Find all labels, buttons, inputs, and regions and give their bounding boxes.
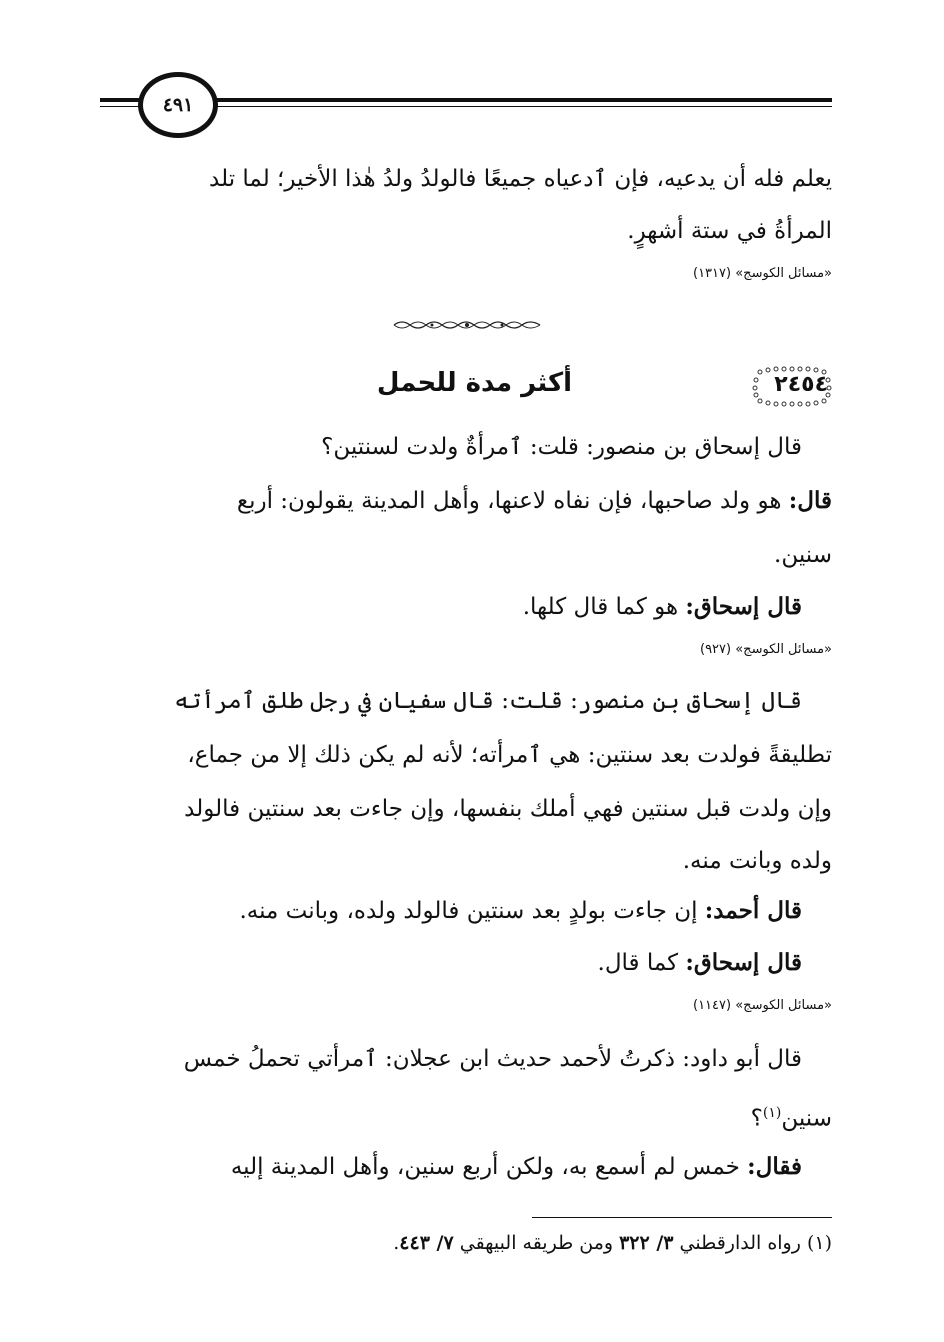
- speech-text: هو ولد صاحبها، فإن نفاه لاعنها، وأهل المدينة يقولون: أربع: [236, 488, 789, 514]
- paragraph-line: سنين.: [774, 542, 832, 568]
- paragraph-line: قال إسحاق بن منصور: قلت: قال سفيان في رجل طلق ٱمرأته: [174, 688, 802, 714]
- speaker-label: فقال:: [747, 1153, 802, 1180]
- speech-text: إن جاءت بولدٍ بعد سنتين فالولد ولده، وبانت منه.: [239, 898, 705, 924]
- paragraph-line: [100, 1086, 832, 1146]
- footnote-text: ومن طريقه البيهقي: [453, 1232, 620, 1254]
- line-text: سنين: [781, 1105, 832, 1132]
- paragraph-line: وإن ولدت قبل سنتين فهي أملك بنفسها، وإن جاءت بعد سنتين فالولد: [184, 796, 832, 822]
- page-number: ٤٩١: [162, 94, 194, 116]
- speaker-label: قال إسحاق:: [685, 949, 802, 976]
- paragraph-line: المرأةُ في ستة أشهرٍ.: [627, 218, 832, 244]
- source-citation: «مسائل الكوسج» (٩٢٧): [699, 642, 832, 657]
- section-number: ٢٤٥٤: [774, 372, 828, 397]
- paragraph-line: [100, 580, 802, 634]
- paragraph-line: ولده وبانت منه.: [682, 848, 832, 874]
- source-citation: «مسائل الكوسج» (١٣١٧): [693, 266, 832, 281]
- paragraph-line: يعلم فله أن يدعيه، فإن ٱدعياه جميعًا فالولدُ ولدُ هٰذا الأخير؛ لما تلد: [209, 166, 832, 192]
- paragraph-line: تطليقةً فولدت بعد سنتين: هي ٱمرأته؛ لأنه لم يكن ذلك إلا من جماع،: [187, 742, 832, 768]
- speaker-label: قال إسحاق:: [685, 593, 802, 620]
- header-rule-left-thin: [100, 106, 140, 107]
- footnote: [100, 1232, 832, 1254]
- ornament-divider-icon: [392, 318, 542, 332]
- footnote-marker: (١): [806, 1232, 832, 1254]
- page-number-oval: [138, 72, 218, 138]
- header-rule: [210, 98, 832, 102]
- paragraph-line: [100, 1140, 802, 1194]
- speaker-label: قال:: [788, 487, 832, 514]
- speaker-label: قال أحمد:: [704, 897, 802, 924]
- speech-text: هو كما قال كلها.: [522, 594, 686, 620]
- footnote-rule: [532, 1217, 832, 1218]
- paragraph-line: [100, 884, 802, 938]
- header-rule-left: [100, 98, 140, 102]
- source-citation: «مسائل الكوسج» (١١٤٧): [693, 998, 832, 1013]
- header-rule-thin: [210, 106, 832, 107]
- speech-text: خمس لم أسمع به، ولكن أربع سنين، وأهل المدينة إليه: [230, 1154, 748, 1180]
- footnote-reference[interactable]: (١): [762, 1105, 782, 1121]
- speech-text: كما قال.: [597, 950, 686, 976]
- paragraph-line: [100, 474, 832, 528]
- footnote-text: .: [393, 1232, 400, 1254]
- paragraph-line: قال إسحاق بن منصور: قلت: ٱمرأةٌ ولدت لسنتين؟: [321, 434, 802, 460]
- paragraph-line: [100, 936, 802, 990]
- section-heading: [100, 362, 832, 412]
- footnote-text: رواه الدارقطني: [673, 1232, 807, 1254]
- paragraph-line: قال أبو داود: ذكرتُ لأحمد حديث ابن عجلان: ٱمرأتي تحملُ خمس: [183, 1046, 802, 1072]
- footnote-citation: ٧/ ٤٤٣: [399, 1232, 454, 1254]
- section-title: أكثر مدة للحمل: [376, 368, 572, 398]
- footnote-citation: ٣/ ٣٢٢: [619, 1232, 674, 1254]
- line-text: ؟: [750, 1105, 763, 1132]
